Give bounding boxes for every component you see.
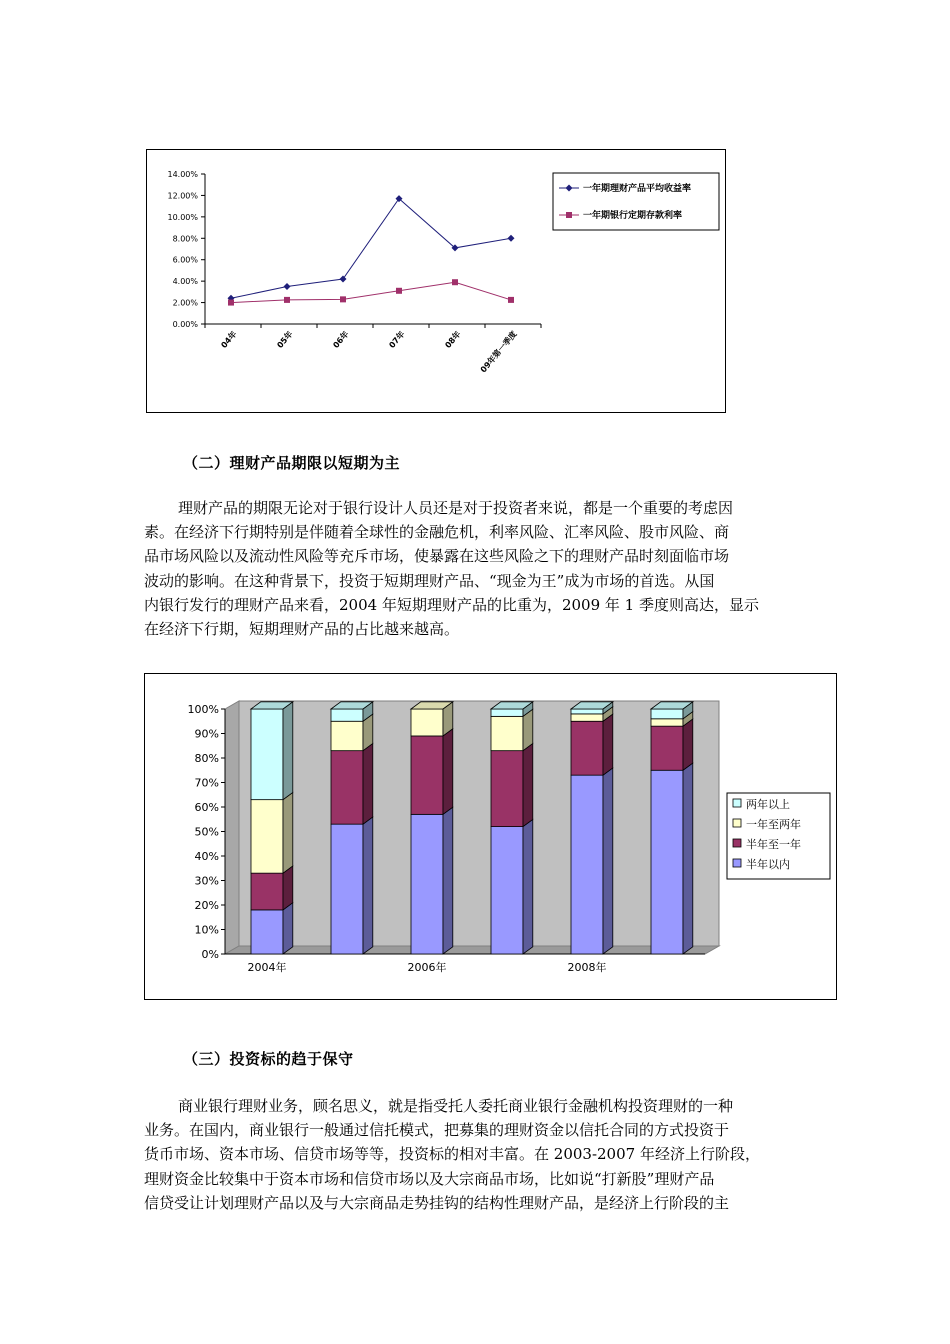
data-point [396, 288, 402, 294]
x-tick-label: 2006年 [407, 961, 447, 974]
bar-segment-side [603, 768, 613, 954]
y-tick-label: 90% [194, 727, 219, 741]
legend-marker [566, 212, 572, 218]
bar-segment [571, 714, 603, 721]
paragraph-line: 理财产品的期限无论对于银行设计人员还是对于投资者来说，都是一个重要的考虑因 [178, 499, 734, 517]
bar-segment [251, 709, 283, 800]
section-heading-3: （三）投资标的趋于保守 [183, 1050, 354, 1068]
legend-swatch [733, 799, 741, 807]
stacked-bar-chart-figure [144, 673, 837, 1000]
y-tick-label: 0.00% [172, 320, 198, 329]
y-tick-label: 80% [194, 752, 219, 765]
plot-floor [225, 946, 719, 954]
section-2-paragraph [144, 496, 808, 641]
paragraph-line: 商业银行理财业务，顾名思义，就是指受托人委托商业银行金融机构投资理财的一种 [178, 1097, 734, 1115]
data-point [452, 279, 458, 285]
bar-segment [331, 824, 363, 954]
bar-segment [651, 709, 683, 719]
section-heading-2: （二）理财产品期限以短期为主 [183, 454, 401, 472]
line-chart-svg [147, 150, 725, 412]
paragraph-line: 品市场风险以及流动性风险等充斥市场，使暴露在这些风险之下的理财产品时刻面临市场 [144, 547, 730, 566]
chart-legend [727, 793, 830, 879]
data-point [508, 297, 514, 303]
x-tick-label: 06年 [331, 329, 351, 350]
legend-swatch [733, 819, 741, 827]
bar-segment-side [683, 763, 693, 954]
data-point [508, 235, 515, 242]
bar-segment [251, 800, 283, 874]
series-line [231, 199, 511, 299]
y-tick-label: 60% [194, 801, 219, 814]
legend-label: 一年至两年 [746, 818, 801, 831]
bar-segment [331, 721, 363, 750]
bar-segment [411, 814, 443, 954]
plot-side-wall [225, 701, 239, 954]
y-tick-label: 2.00% [172, 298, 198, 308]
legend-label: 半年至一年 [746, 838, 801, 851]
bar-segment-side [283, 702, 293, 800]
x-tick-label: 2004年 [247, 961, 287, 974]
legend-label: 半年以内 [746, 858, 790, 871]
paragraph-line: 素。在经济下行期特别是伴随着全球性的金融危机，利率风险、汇率风险、股市风险、商 [144, 523, 730, 542]
bar-segment [571, 775, 603, 954]
bar-segment [491, 716, 523, 750]
bar-segment [651, 719, 683, 726]
paragraph-line: 信贷受让计划理财产品以及与大宗商品走势挂钩的结构性理财产品，是经济上行阶段的主 [144, 1193, 730, 1212]
bar-segment-side [443, 729, 453, 815]
x-tick-label: 08年 [443, 329, 463, 350]
bar-segment [571, 709, 603, 714]
y-tick-label: 10.00% [167, 212, 198, 222]
y-tick-label: 4.00% [172, 277, 198, 287]
paragraph-line: 内银行发行的理财产品来看，2004 年短期理财产品的比重为，2009 年 1 季度则高达，显示 [144, 595, 759, 614]
bar-segment [571, 721, 603, 775]
bar-segment-side [523, 819, 533, 954]
bar-segment [251, 873, 283, 910]
y-tick-label: 30% [194, 874, 219, 888]
y-tick-label: 20% [194, 899, 219, 912]
x-tick-label: 04年 [219, 329, 239, 350]
y-tick-label: 12.00% [167, 191, 198, 201]
paragraph-line: 货币市场、资本市场、信贷市场等等，投资标的相对丰富。在 2003-2007 年经济上行阶段， [144, 1145, 760, 1164]
y-tick-label: 8.00% [172, 234, 198, 244]
data-point [284, 283, 291, 290]
stacked-bar-chart-svg [145, 674, 836, 999]
y-tick-label: 14.00% [167, 170, 198, 179]
bar-segment [411, 709, 443, 736]
bar-segment [251, 910, 283, 954]
x-tick-label: 2008年 [567, 961, 607, 974]
bar-segment-side [523, 743, 533, 826]
bar-segment [491, 709, 523, 716]
legend-swatch [733, 839, 741, 847]
bar-segment [491, 751, 523, 827]
y-tick-label: 70% [194, 776, 219, 790]
legend-swatch [733, 859, 741, 867]
bar-segment [491, 827, 523, 954]
paragraph-line: 波动的影响。在这种背景下，投资于短期理财产品、“现金为王”成为市场的首选。从国 [144, 571, 715, 590]
bar-segment-side [683, 719, 693, 770]
paragraph-line: 业务。在国内，商业银行一般通过信托模式，把募集的理财资金以信托合同的方式投资于 [144, 1121, 730, 1140]
series-line [231, 282, 511, 302]
data-point [340, 276, 347, 283]
line-chart-figure [146, 149, 726, 413]
bar-segment [331, 751, 363, 825]
x-tick-label: 05年 [275, 329, 295, 350]
bar-segment [331, 709, 363, 721]
legend-label: 两年以上 [746, 798, 790, 811]
chart-legend [553, 173, 719, 230]
data-point [284, 297, 290, 303]
bar-segment-side [283, 792, 293, 873]
y-tick-label: 50% [194, 825, 219, 839]
bar-segment [651, 726, 683, 770]
bar-segment-side [363, 817, 373, 954]
x-tick-label: 09年第一季度 [478, 329, 519, 375]
bar-segment-side [603, 714, 613, 775]
bar-segment [411, 736, 443, 814]
y-tick-label: 0% [201, 948, 219, 961]
x-tick-label: 07年 [387, 329, 407, 350]
section-3-paragraph [144, 1094, 808, 1215]
y-tick-label: 6.00% [172, 255, 198, 265]
data-point [228, 300, 234, 306]
plot-back-wall [239, 701, 719, 946]
bar-segment-side [283, 903, 293, 954]
paragraph-line: 在经济下行期，短期理财产品的占比越来越高。 [144, 620, 460, 639]
legend-label: 一年期银行定期存款利率 [583, 211, 683, 221]
bar-segment-side [363, 743, 373, 824]
bar-segment [651, 770, 683, 954]
y-tick-label: 40% [194, 850, 219, 863]
bar-segment-side [443, 807, 453, 954]
data-point [340, 296, 346, 302]
y-tick-label: 10% [194, 923, 219, 937]
paragraph-line: 理财资金比较集中于资本市场和信贷市场以及大宗商品市场，比如说“打新股”理财产品 [144, 1169, 715, 1188]
y-tick-label: 100% [187, 703, 219, 716]
legend-box [553, 173, 719, 230]
legend-label: 一年期理财产品平均收益率 [583, 184, 692, 194]
